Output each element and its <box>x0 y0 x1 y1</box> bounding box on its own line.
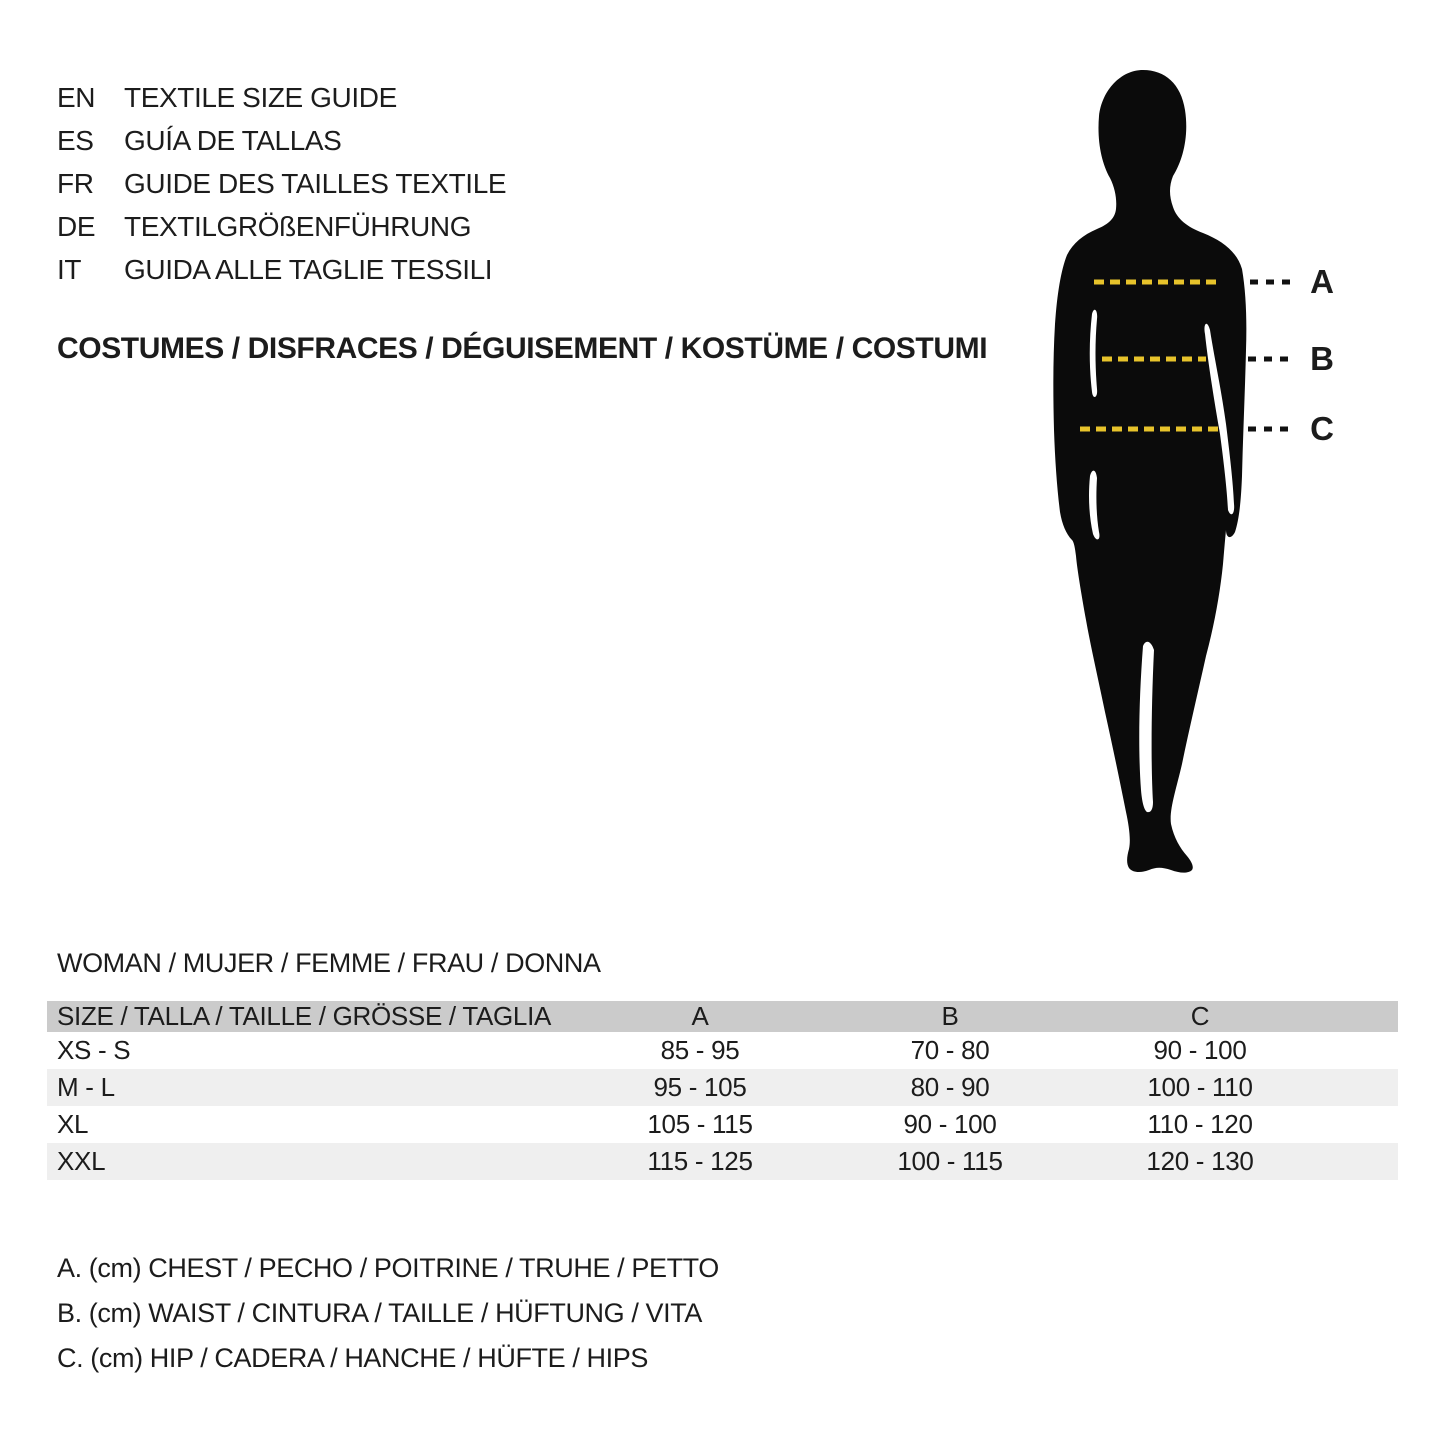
language-title-list <box>57 76 506 291</box>
language-code: EN <box>57 81 96 113</box>
language-code: IT <box>57 253 82 285</box>
chest-range-cell: 115 - 125 <box>647 1146 753 1176</box>
column-b-header: B <box>825 1001 1075 1032</box>
waist-range-cell: 90 - 100 <box>903 1109 997 1139</box>
language-label: TEXTILGRÖßENFÜHRUNG <box>124 210 472 242</box>
size-column-header: SIZE / TALLA / TAILLE / GRÖSSE / TAGLIA <box>47 1001 575 1032</box>
hip-range-cell: 110 - 120 <box>1147 1109 1253 1139</box>
language-code: FR <box>57 167 94 199</box>
chest-range-cell: 85 - 95 <box>660 1035 740 1065</box>
legend-item-chest: A. (cm) CHEST / PECHO / POITRINE / TRUHE / PETTO <box>57 1253 719 1283</box>
category-heading: COSTUMES / DISFRACES / DÉGUISEMENT / KOSTÜME / COSTUMI <box>57 332 988 365</box>
language-code: ES <box>57 124 94 156</box>
section-heading: WOMAN / MUJER / FEMME / FRAU / DONNA <box>57 948 601 978</box>
size-cell: XS - S <box>57 1035 131 1065</box>
language-label: GUIDE DES TAILLES TEXTILE <box>124 167 507 199</box>
legend-item-hip: C. (cm) HIP / CADERA / HANCHE / HÜFTE / HIPS <box>57 1343 648 1373</box>
language-label: GUIDA ALLE TAGLIE TESSILI <box>124 253 493 285</box>
column-a-header: A <box>575 1001 825 1032</box>
chest-range-cell: 105 - 115 <box>647 1109 753 1139</box>
size-cell: XXL <box>57 1146 106 1176</box>
hip-range-cell: 120 - 130 <box>1146 1146 1254 1176</box>
language-row-es <box>57 119 506 162</box>
language-label: TEXTILE SIZE GUIDE <box>124 81 397 113</box>
measurement-legend <box>57 1246 719 1381</box>
language-label: GUÍA DE TALLAS <box>124 124 342 156</box>
measurement-figure <box>1030 62 1400 892</box>
marker-c-label: C <box>1310 410 1334 447</box>
size-cell: XL <box>57 1109 89 1139</box>
table-row-m-l <box>47 1069 1398 1106</box>
size-table <box>47 1001 1398 1180</box>
language-row-it <box>57 248 506 291</box>
size-table-header-row <box>47 1001 1398 1032</box>
chest-range-cell: 95 - 105 <box>653 1072 747 1102</box>
size-cell: M - L <box>57 1072 115 1102</box>
waist-range-cell: 70 - 80 <box>910 1035 990 1065</box>
table-row-xs-s <box>47 1032 1398 1069</box>
woman-silhouette <box>1053 70 1246 873</box>
language-row-fr <box>57 162 506 205</box>
waist-range-cell: 100 - 115 <box>897 1146 1003 1176</box>
marker-b-label: B <box>1310 340 1334 377</box>
column-c-header: C <box>1075 1001 1398 1032</box>
table-row-xxl <box>47 1143 1398 1180</box>
language-row-en <box>57 76 506 119</box>
woman-silhouette-svg <box>1030 62 1370 892</box>
waist-range-cell: 80 - 90 <box>910 1072 990 1102</box>
legend-item-waist: B. (cm) WAIST / CINTURA / TAILLE / HÜFTUNG / VITA <box>57 1298 702 1328</box>
language-code: DE <box>57 210 96 242</box>
table-row-xl <box>47 1106 1398 1143</box>
language-row-de <box>57 205 506 248</box>
hip-range-cell: 90 - 100 <box>1153 1035 1247 1065</box>
hip-range-cell: 100 - 110 <box>1147 1072 1253 1102</box>
marker-a-label: A <box>1310 263 1334 300</box>
